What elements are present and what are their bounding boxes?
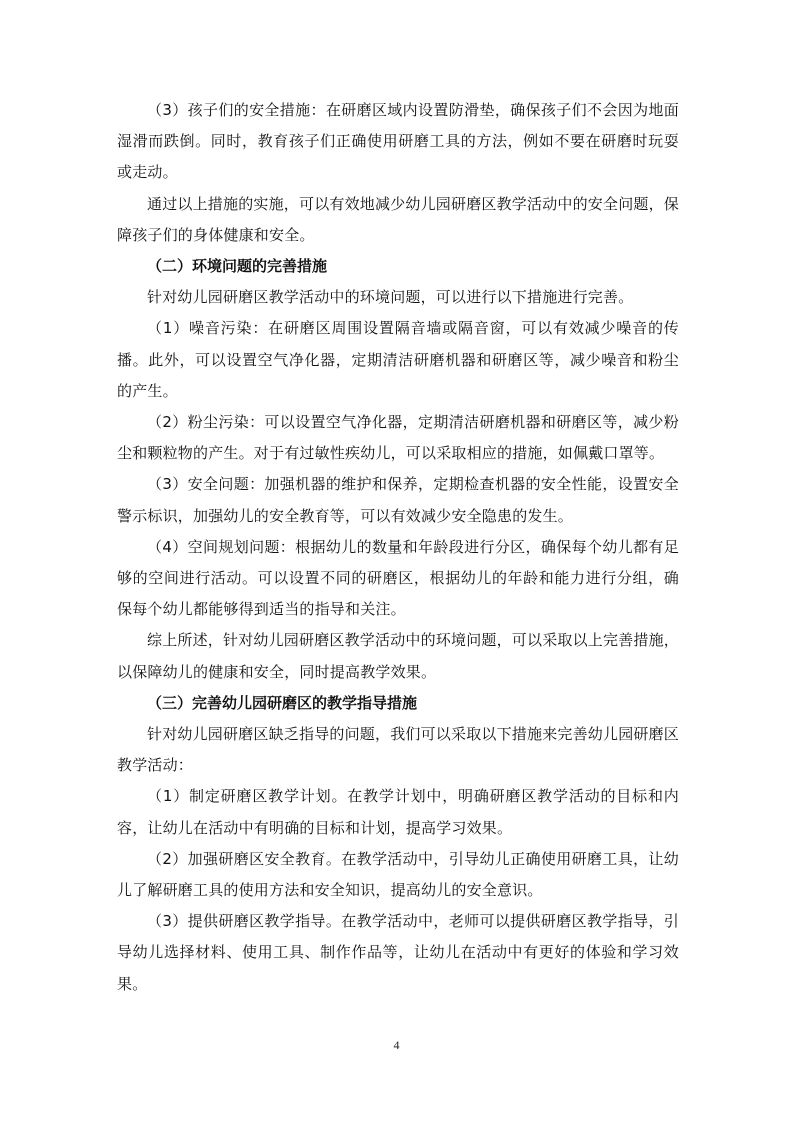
paragraph-dust-pollution: （2）粉尘污染：可以设置空气净化器，定期清洁研磨机器和研磨区等，减少粉尘和颗粒物的产生。对于有过敏性疾幼儿，可以采取相应的措施，如佩戴口罩等。: [117, 413, 679, 463]
paragraph-teaching-guidance: （3）提供研磨区教学指导。在教学活动中，老师可以提供研磨区教学指导，引导幼儿选择材料、使用工具、制作作品等，让幼儿在活动中有更好的体验和学习效果。: [117, 912, 679, 993]
paragraph-child-safety-measures: （3）孩子们的安全措施：在研磨区域内设置防滑垫，确保孩子们不会因为地面湿滑而跌倒。同时，教育孩子们正确使用研磨工具的方法，例如不要在研磨时玩耍或走动。: [117, 101, 679, 182]
paragraph-teaching-plan: （1）制定研磨区教学计划。在教学计划中，明确研磨区教学活动的目标和内容，让幼儿在活动中有明确的目标和计划，提高学习效果。: [117, 787, 679, 837]
page-body: [117, 95, 679, 1000]
page-number: 4: [393, 1038, 400, 1052]
paragraph-noise-pollution: （1）噪音污染：在研磨区周围设置隔音墙或隔音窗，可以有效减少噪音的传播。此外，可以设置空气净化器，定期清洁研磨机器和研磨区等，减少噪音和粉尘的产生。: [117, 319, 679, 400]
heading-environment-measures: （二）环境问题的完善措施: [147, 257, 328, 276]
paragraph-space-planning: （4）空间规划问题：根据幼儿的数量和年龄段进行分区，确保每个幼儿都有足够的空间进行活动。可以设置不同的研磨区，根据幼儿的年龄和能力进行分组，确保每个幼儿都能够得到适当的指导和关注。: [117, 537, 679, 619]
paragraph-safety-issues: （3）安全问题：加强机器的维护和保养，定期检查机器的安全性能，设置安全警示标识，加强幼儿的安全教育等，可以有效减少安全隐患的发生。: [117, 475, 679, 525]
paragraph-environment-intro: 针对幼儿园研磨区教学活动中的环境问题，可以进行以下措施进行完善。: [147, 288, 634, 307]
paragraph-environment-summary: 综上所述，针对幼儿园研磨区教学活动中的环境问题，可以采取以上完善措施，以保障幼儿的健康和安全，同时提高教学效果。: [117, 631, 680, 681]
paragraph-safety-summary: 通过以上措施的实施，可以有效地减少幼儿园研磨区教学活动中的安全问题，保障孩子们的身体健康和安全。: [117, 194, 680, 244]
paragraph-guidance-intro: 针对幼儿园研磨区缺乏指导的问题，我们可以采取以下措施来完善幼儿园研磨区教学活动：: [117, 725, 680, 775]
heading-teaching-guidance: （三）完善幼儿园研磨区的教学指导措施: [147, 693, 418, 712]
paragraph-safety-education: （2）加强研磨区安全教育。在教学活动中，引导幼儿正确使用研磨工具，让幼儿了解研磨工具的使用方法和安全知识，提高幼儿的安全意识。: [117, 849, 679, 900]
